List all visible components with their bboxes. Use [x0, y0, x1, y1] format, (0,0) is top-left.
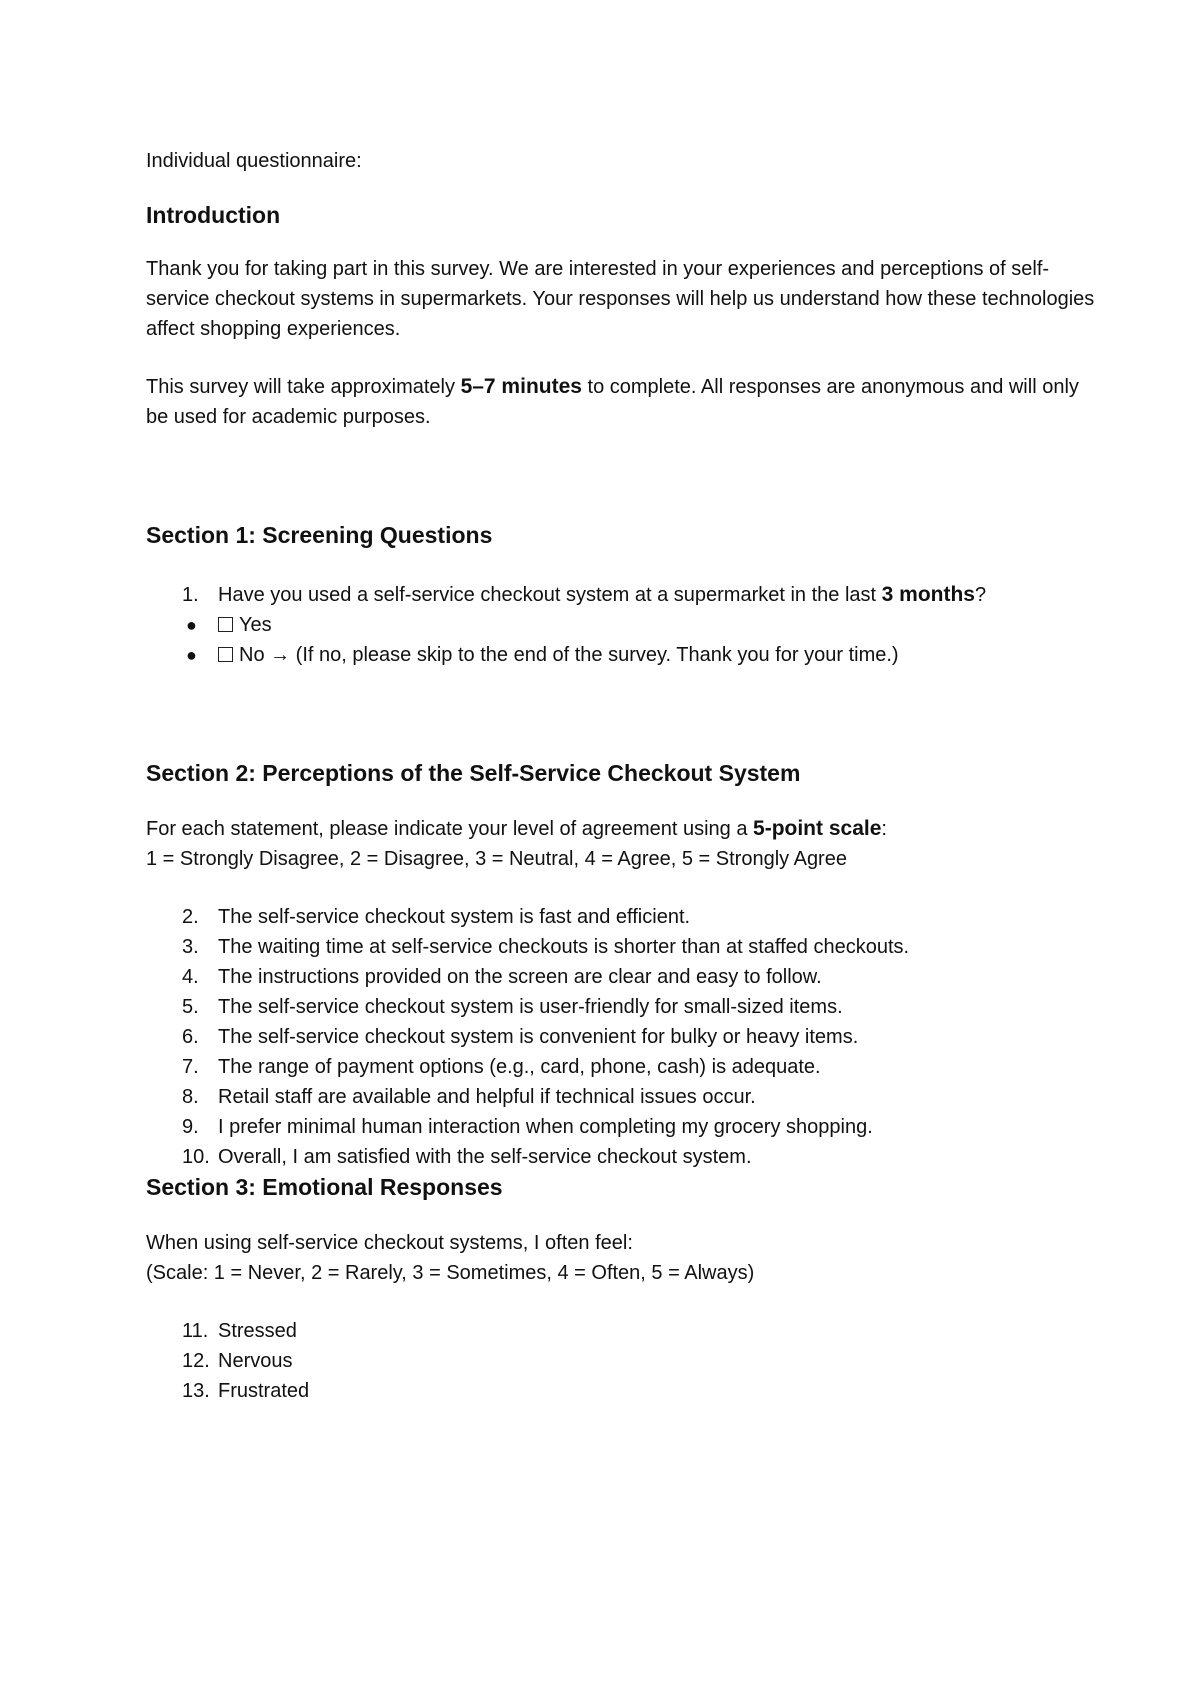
section3-instructions	[146, 1228, 1096, 1288]
checkbox-icon[interactable]	[218, 647, 233, 662]
question-number: 1.	[182, 584, 199, 606]
question-text: Nervous	[218, 1350, 293, 1372]
list-item	[146, 1022, 1096, 1052]
question-text: Frustrated	[218, 1380, 310, 1402]
question-number: 4.	[182, 966, 199, 988]
section2-intro-before: For each statement, please indicate your level of agreement using a	[146, 818, 754, 840]
option-yes[interactable]	[146, 610, 1096, 640]
question-number: 11.	[182, 1320, 209, 1342]
question-1	[146, 580, 1096, 610]
question-text: The instructions provided on the screen are clear and easy to follow.	[218, 966, 822, 988]
section3-heading: Section 3: Emotional Responses	[146, 1174, 503, 1200]
question-number: 6.	[182, 1026, 199, 1048]
duration-text-before: This survey will take approximately	[146, 376, 461, 398]
question-text: The self-service checkout system is user-friendly for small-sized items.	[218, 996, 843, 1018]
list-item	[146, 1142, 1096, 1172]
list-item	[146, 992, 1096, 1022]
question-number: 8.	[182, 1086, 199, 1108]
duration-paragraph	[146, 372, 1096, 432]
question-number: 10.	[182, 1146, 210, 1168]
question-1-bold: 3 months	[881, 583, 975, 606]
section2-intro-bold: 5-point scale	[753, 817, 882, 840]
question-text: The range of payment options (e.g., card, phone, cash) is adequate.	[218, 1056, 821, 1078]
list-item	[146, 1052, 1096, 1082]
document-page	[146, 146, 1096, 1406]
option-label: Yes	[239, 614, 272, 636]
question-1-text-before: Have you used a self-service checkout system at a supermarket in the last	[218, 584, 882, 606]
question-1-text-after: ?	[974, 584, 987, 606]
question-text: Stressed	[218, 1320, 297, 1342]
list-item	[146, 1376, 1096, 1406]
list-item	[146, 962, 1096, 992]
question-text: The waiting time at self-service checkouts is shorter than at staffed checkouts.	[218, 936, 910, 958]
question-text: I prefer minimal human interaction when completing my grocery shopping.	[218, 1116, 873, 1138]
list-item	[146, 1082, 1096, 1112]
section2-scale: 1 = Strongly Disagree, 2 = Disagree, 3 = Neutral, 4 = Agree, 5 = Strongly Agree	[146, 848, 847, 870]
section2-instructions	[146, 814, 1096, 874]
section2-questions	[146, 902, 1096, 1172]
section1-heading: Section 1: Screening Questions	[146, 522, 493, 548]
list-item	[146, 932, 1096, 962]
section2-heading: Section 2: Perceptions of the Self-Service Checkout System	[146, 760, 801, 786]
question-text: The self-service checkout system is fast and efficient.	[218, 906, 691, 928]
list-item	[146, 1316, 1096, 1346]
question-number: 3.	[182, 936, 199, 958]
introduction-paragraph: Thank you for taking part in this survey. We are interested in your experiences and perceptions of self-service checkout systems in supermarkets. Your responses will help us understand how these technologies affect shopping experiences.	[146, 258, 1095, 340]
section3-scale: (Scale: 1 = Never, 2 = Rarely, 3 = Sometimes, 4 = Often, 5 = Always)	[146, 1262, 755, 1284]
section3-questions	[146, 1316, 1096, 1406]
section2-intro-after: :	[881, 818, 887, 840]
introduction-heading: Introduction	[146, 202, 281, 228]
question-number: 5.	[182, 996, 199, 1018]
question-1-options	[146, 610, 1096, 670]
list-item	[146, 1112, 1096, 1142]
bullet-icon: ●	[186, 615, 197, 635]
question-number: 9.	[182, 1116, 199, 1138]
option-label: No → (If no, please skip to the end of the survey. Thank you for your time.)	[239, 644, 899, 666]
question-text: The self-service checkout system is convenient for bulky or heavy items.	[218, 1026, 859, 1048]
question-text: Retail staff are available and helpful if technical issues occur.	[218, 1086, 756, 1108]
duration-bold: 5–7 minutes	[460, 375, 582, 398]
duration-text-after: to complete. All responses are anonymous and will only be used for academic purposes.	[146, 376, 1079, 428]
bullet-icon: ●	[186, 645, 197, 665]
question-number: 7.	[182, 1056, 199, 1078]
question-number: 13.	[182, 1380, 210, 1402]
checkbox-icon[interactable]	[218, 617, 233, 632]
question-number: 12.	[182, 1350, 210, 1372]
document-pretitle: Individual questionnaire:	[146, 150, 362, 172]
list-item	[146, 902, 1096, 932]
section1-questions	[146, 580, 1096, 610]
section3-intro: When using self-service checkout systems, I often feel:	[146, 1232, 633, 1254]
list-item	[146, 1346, 1096, 1376]
section2-intro	[146, 814, 1096, 844]
question-number: 2.	[182, 906, 199, 928]
option-no[interactable]	[146, 640, 1096, 670]
question-text: Overall, I am satisfied with the self-service checkout system.	[218, 1146, 752, 1168]
